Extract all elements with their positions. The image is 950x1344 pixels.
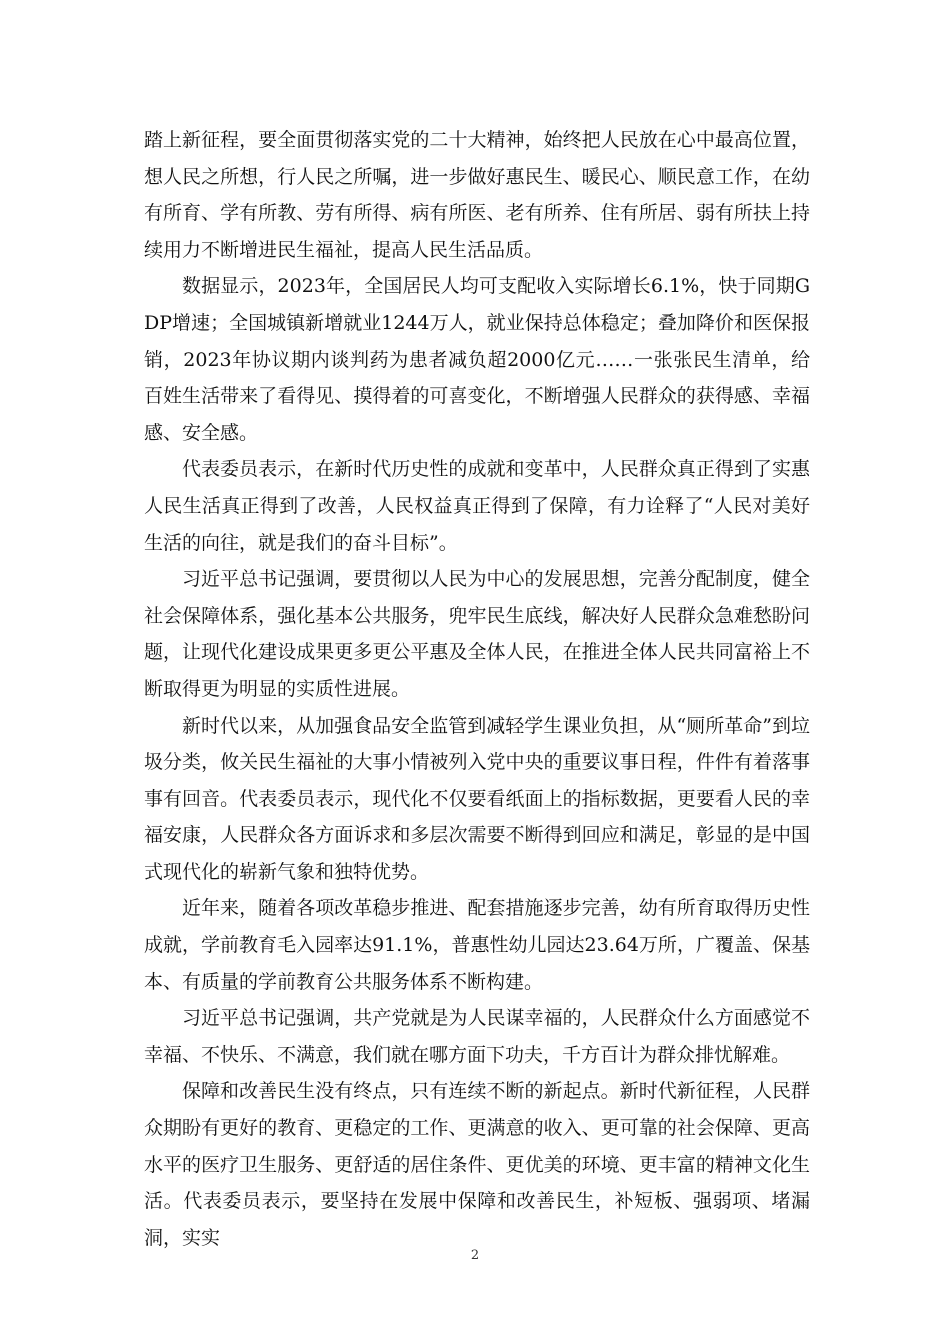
document-body [144, 122, 810, 1256]
paragraph-xi-emphasis-happiness: 习近平总书记强调，共产党就是为人民谋幸福的，人民群众什么方面感觉不幸福、不快乐、不满意，我们就在哪方面下功夫，千方百计为群众排忧解难。 [144, 1007, 810, 1066]
page-number: 2 [470, 1248, 480, 1263]
paragraph-livelihood-improvement: 保障和改善民生没有终点，只有连续不断的新起点。新时代新征程，人民群众期盼有更好的教育、更稳定的工作、更满意的收入、更可靠的社会保障、更高水平的医疗卫生服务、更舒适的居住条件、更优美的环境、更丰富的精神文化生活。代表委员表示，要坚持在发展中保障和改善民生，补短板、强弱项、堵漏洞，实实 [144, 1080, 810, 1249]
paragraph-continuation: 踏上新征程，要全面贯彻落实党的二十大精神，始终把人民放在心中最高位置，想人民之所想，行人民之所嘱，进一步做好惠民生、暖民心、顺民意工作，在幼有所育、学有所教、劳有所得、病有所医、老有所养、住有所居、弱有所扶上持续用力不断增进民生福祉，提高人民生活品质。 [144, 129, 810, 261]
paragraph-xi-emphasis-development: 习近平总书记强调，要贯彻以人民为中心的发展思想，完善分配制度，健全社会保障体系，强化基本公共服务，兜牢民生底线，解决好人民群众急难愁盼问题，让现代化建设成果更多更公平惠及全体人民，在推进全体人民共同富裕上不断取得更为明显的实质性进展。 [144, 568, 810, 700]
paragraph-representatives-view: 代表委员表示，在新时代历史性的成就和变革中，人民群众真正得到了实惠人民生活真正得到了改善，人民权益真正得到了保障，有力诠释了“人民对美好生活的向往，就是我们的奋斗目标”。 [144, 458, 810, 554]
paragraph-new-era: 新时代以来，从加强食品安全监管到减轻学生课业负担，从“厕所革命”到垃圾分类，攸关民生福祉的大事小情被列入党中央的重要议事日程，件件有着落事事有回音。代表委员表示，现代化不仅要看纸面上的指标数据，更要看人民的幸福安康，人民群众各方面诉求和多层次需要不断得到回应和满足，彰显的是中国式现代化的崭新气象和独特优势。 [144, 714, 810, 883]
paragraph-preschool-education: 近年来，随着各项改革稳步推进、配套措施逐步完善，幼有所育取得历史性成就，学前教育毛入园率达91.1%，普惠性幼儿园达23.64万所，广覆盖、保基本、有质量的学前教育公共服务体系不断构建。 [144, 897, 810, 993]
paragraph-data-statistics: 数据显示，2023年，全国居民人均可支配收入实际增长6.1%，快于同期GDP增速；全国城镇新增就业1244万人，就业保持总体稳定；叠加降价和医保报销，2023年协议期内谈判药为患者减负超2000亿元……一张张民生清单，给百姓生活带来了看得见、摸得着的可喜变化，不断增强人民群众的获得感、幸福感、安全感。 [144, 275, 810, 444]
